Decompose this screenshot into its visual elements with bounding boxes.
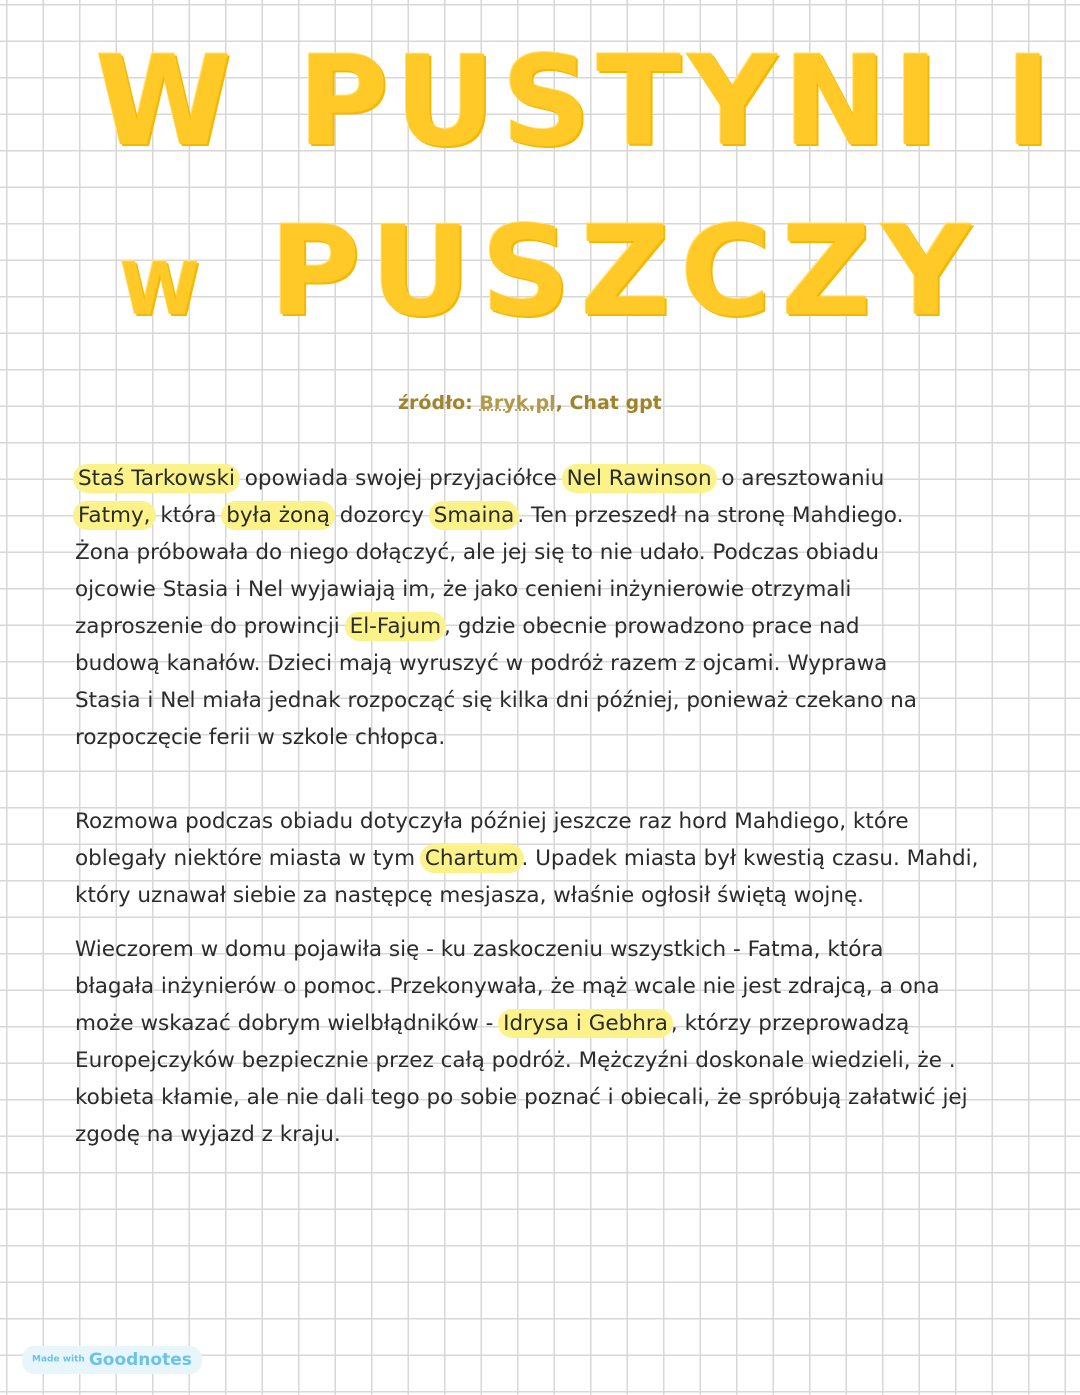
text-span: która: [153, 503, 224, 528]
paragraph-line: [75, 608, 1065, 645]
text-span: może wskazać dobrym wielbłądników -: [75, 1011, 501, 1036]
highlight-chartum: Chartum: [422, 846, 522, 871]
source-link-bryk[interactable]: Bryk.pl: [479, 392, 556, 414]
paragraph-line: Europejczyków bezpiecznie przez całą podróż. Mężczyźni doskonale wiedzieli, że .: [75, 1048, 956, 1073]
paragraph-line: Stasia i Nel miała jednak rozpocząć się kilka dni później, ponieważ czekano na: [75, 688, 917, 713]
text-span: . Upadek miasta był kwestią czasu. Mahdi,: [521, 846, 979, 871]
paragraph-line: budową kanałów. Dzieci mają wyruszyć w podróż razem z ojcami. Wyprawa: [75, 651, 888, 676]
paragraph-line: Żona próbowała do niego dołączyć, ale jej się to nie udało. Podczas obiadu: [75, 540, 879, 565]
paragraph-line: Rozmowa podczas obiadu dotyczyła później jeszcze raz hord Mahdiego, które: [75, 809, 909, 834]
title-word-pustyni: PUSTYNI: [297, 30, 945, 174]
highlight-smaina: Smaina: [431, 503, 518, 528]
title-word-w: W: [95, 30, 238, 174]
goodnotes-watermark: [22, 1346, 202, 1374]
page-title-line-2: [120, 200, 981, 344]
watermark-brand: Goodnotes: [88, 1349, 192, 1370]
paragraph-line: [75, 460, 1065, 497]
source-label: źródło:: [398, 392, 473, 414]
highlight-stas-tarkowski: Staś Tarkowski: [75, 466, 238, 491]
text-span: , gdzie obecnie prowadzono prace nad: [444, 614, 860, 639]
paragraph-line: Wieczorem w domu pojawiła się - ku zaskoczeniu wszystkich - Fatma, która: [75, 937, 884, 962]
title-word-w-2: W: [120, 247, 210, 331]
paragraph-2: [75, 803, 1065, 914]
paragraph-line: ojcowie Stasia i Nel wyjawiają im, że jako cenieni inżynierowie otrzymali: [75, 577, 852, 602]
text-span: opowiada swojej przyjaciółce: [237, 466, 564, 491]
text-span: o aresztowaniu: [714, 466, 885, 491]
paragraph-line: który uznawał siebie za następcę mesjasza, właśnie ogłosił świętą wojnę.: [75, 883, 865, 908]
source-line: [398, 392, 662, 414]
paragraph-1: [75, 460, 1065, 756]
paragraph-line: kobieta kłamie, ale nie dali tego po sobie poznać i obiecali, że spróbują załatwić jej: [75, 1085, 968, 1110]
watermark-made-with: Made with: [32, 1354, 85, 1365]
paragraph-line: [75, 840, 1065, 877]
paragraph-line: [75, 1005, 1065, 1042]
highlight-idrysa-i-gebhra: Idrysa i Gebhra: [500, 1011, 671, 1036]
page-title-line-1: [95, 30, 1058, 174]
text-span: dozorcy: [332, 503, 431, 528]
source-rest: , Chat gpt: [555, 392, 662, 414]
text-span: zaproszenie do prowincji: [75, 614, 347, 639]
highlight-byla-zona: była żoną: [223, 503, 333, 528]
highlight-el-fajum: El-Fajum: [347, 614, 444, 639]
text-span: oblegały niektóre miasta w tym: [75, 846, 422, 871]
paragraph-line: [75, 497, 1065, 534]
paragraph-line: błagała inżynierów o pomoc. Przekonywała, że mąż wcale nie jest zdrajcą, a ona: [75, 974, 940, 999]
text-span: , którzy przeprowadzą: [670, 1011, 910, 1036]
title-word-i: I: [1004, 30, 1058, 174]
paragraph-line: zgodę na wyjazd z kraju.: [75, 1122, 341, 1147]
title-word-puszczy: PUSZCZY: [269, 200, 981, 344]
paragraph-line: rozpoczęcie ferii w szkole chłopca.: [75, 725, 446, 750]
text-span: . Ten przeszedł na stronę Mahdiego.: [517, 503, 904, 528]
highlight-fatmy: Fatmy,: [75, 503, 154, 528]
highlight-nel-rawinson: Nel Rawinson: [564, 466, 715, 491]
paragraph-3: [75, 931, 1065, 1153]
